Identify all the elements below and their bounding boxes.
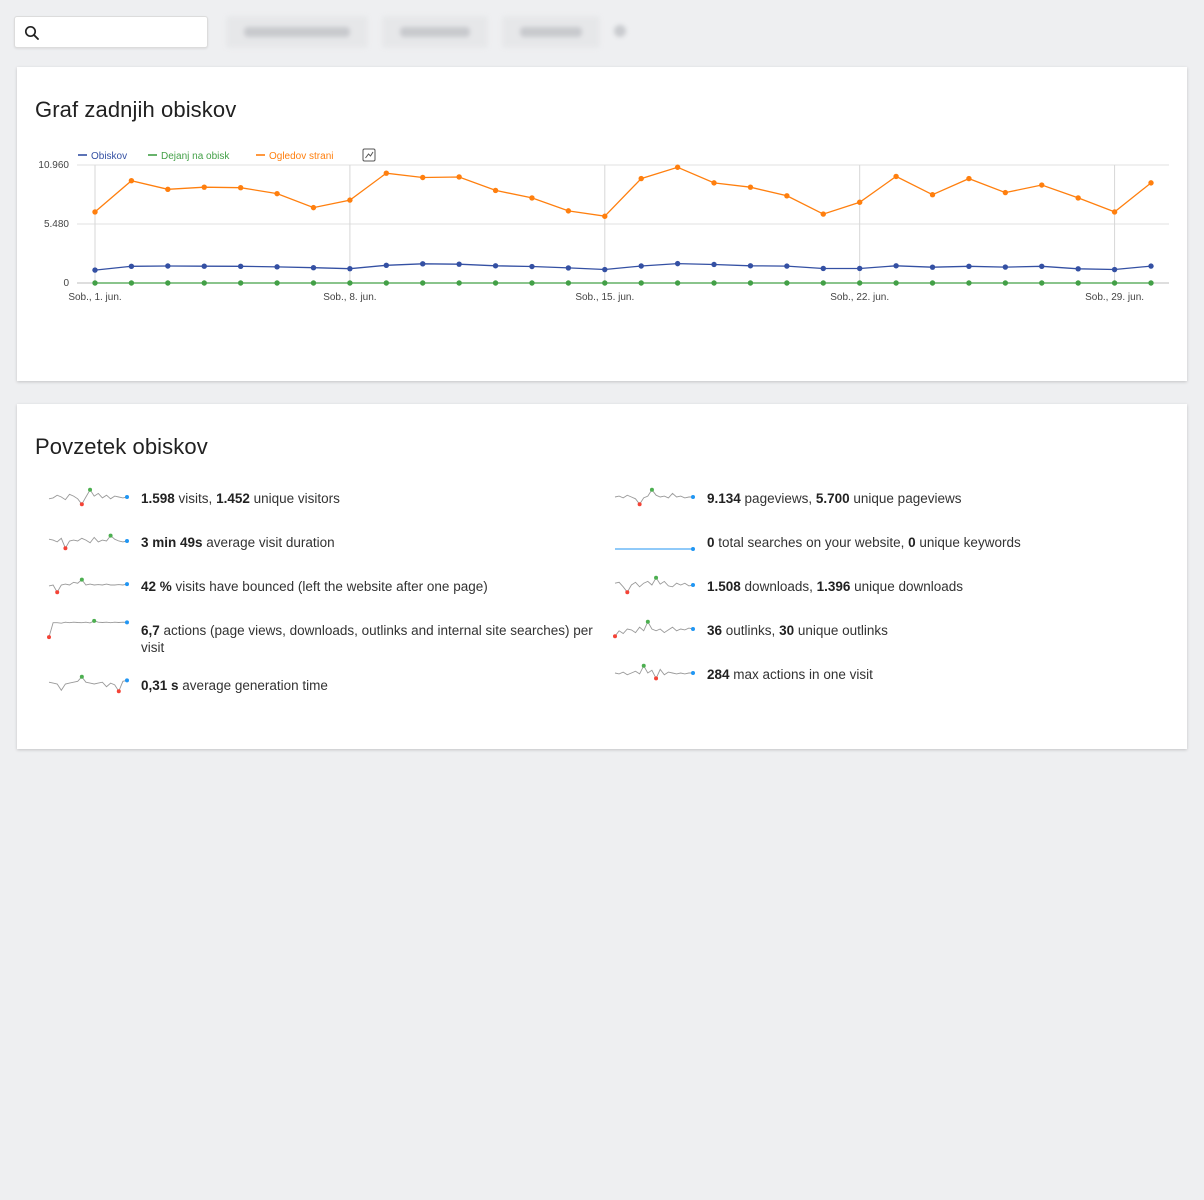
summary-metric-text bbox=[707, 578, 963, 595]
metric-value: 42 % bbox=[141, 579, 172, 594]
chart-options-icon-glyph bbox=[366, 152, 374, 158]
data-point bbox=[748, 263, 753, 268]
data-point bbox=[238, 185, 243, 190]
blurred-date-selector[interactable] bbox=[226, 16, 368, 48]
data-point bbox=[274, 264, 279, 269]
x-tick-label: Sob., 29. jun. bbox=[1085, 292, 1145, 303]
data-point bbox=[857, 200, 862, 205]
sparkline-chart[interactable] bbox=[47, 618, 131, 642]
data-point bbox=[893, 174, 898, 179]
sparkline-last-point bbox=[125, 678, 129, 682]
sparkline-last-point bbox=[125, 495, 129, 499]
summary-metric-row bbox=[613, 574, 1153, 614]
data-point bbox=[493, 280, 498, 285]
data-point bbox=[493, 188, 498, 193]
data-point bbox=[930, 192, 935, 197]
metric-label: visits, bbox=[174, 491, 217, 506]
summary-metric-row bbox=[47, 574, 607, 614]
data-point bbox=[274, 280, 279, 285]
metric-value: 1.598 bbox=[141, 491, 175, 506]
metric-value: 1.396 bbox=[816, 579, 851, 594]
summary-metric-text bbox=[707, 490, 961, 507]
data-point bbox=[602, 280, 607, 285]
data-point bbox=[857, 266, 862, 271]
sparkline-max-point bbox=[80, 675, 84, 679]
data-point bbox=[821, 280, 826, 285]
legend-label: Dejanj na obisk bbox=[161, 151, 230, 162]
data-point bbox=[748, 280, 753, 285]
data-point bbox=[202, 184, 207, 189]
x-tick-label: Sob., 15. jun. bbox=[575, 292, 635, 303]
data-point bbox=[857, 280, 862, 285]
metric-value: 0 bbox=[707, 535, 715, 550]
x-tick-label: Sob., 8. jun. bbox=[323, 292, 377, 303]
sparkline-last-point bbox=[691, 583, 695, 587]
data-point bbox=[165, 263, 170, 268]
summary-metric-text bbox=[141, 578, 488, 595]
blurred-segment-selector[interactable] bbox=[382, 16, 488, 48]
metric-label: unique pageviews bbox=[849, 491, 962, 506]
sparkline-chart[interactable] bbox=[613, 530, 697, 554]
sparkline-chart[interactable] bbox=[613, 574, 697, 598]
blurred-dashboard-selector[interactable] bbox=[502, 16, 600, 48]
sparkline-chart[interactable] bbox=[47, 574, 131, 598]
y-tick-label: 0 bbox=[63, 278, 69, 289]
sparkline-path bbox=[49, 580, 127, 593]
data-point bbox=[456, 280, 461, 285]
metric-value: 9.134 bbox=[707, 491, 741, 506]
data-point bbox=[1039, 182, 1044, 187]
sparkline-min-point bbox=[80, 502, 84, 506]
summary-metric-text bbox=[141, 534, 335, 551]
data-point bbox=[311, 280, 316, 285]
data-point bbox=[821, 211, 826, 216]
data-point bbox=[1003, 190, 1008, 195]
data-point bbox=[893, 263, 898, 268]
summary-metric-row bbox=[613, 530, 1153, 570]
sparkline-path bbox=[615, 578, 693, 592]
sparkline-last-point bbox=[691, 495, 695, 499]
sparkline-max-point bbox=[654, 576, 658, 580]
metric-label: average generation time bbox=[178, 678, 328, 693]
data-point bbox=[1148, 263, 1153, 268]
data-point bbox=[129, 178, 134, 183]
search-icon bbox=[24, 25, 40, 41]
data-point bbox=[711, 280, 716, 285]
sparkline-min-point bbox=[654, 676, 658, 680]
data-point bbox=[1112, 267, 1117, 272]
graph-title: Graf zadnjih obiskov bbox=[35, 97, 237, 122]
sparkline-path bbox=[49, 490, 127, 504]
data-point bbox=[602, 214, 607, 219]
sparkline-chart[interactable] bbox=[613, 662, 697, 686]
data-point bbox=[1112, 280, 1117, 285]
visits-summary-widget bbox=[17, 404, 1187, 749]
data-point bbox=[639, 280, 644, 285]
data-point bbox=[529, 264, 534, 269]
data-point bbox=[92, 209, 97, 214]
sparkline-min-point bbox=[55, 590, 59, 594]
data-point bbox=[1148, 180, 1153, 185]
sparkline-path bbox=[615, 490, 693, 504]
data-point bbox=[274, 191, 279, 196]
data-point bbox=[1075, 266, 1080, 271]
sparkline-min-point bbox=[613, 634, 617, 638]
sparkline-max-point bbox=[109, 534, 113, 538]
sparkline-path bbox=[49, 621, 127, 637]
data-point bbox=[784, 193, 789, 198]
data-point bbox=[311, 265, 316, 270]
data-point bbox=[238, 280, 243, 285]
data-point bbox=[1112, 209, 1117, 214]
data-point bbox=[1075, 280, 1080, 285]
data-point bbox=[238, 264, 243, 269]
data-point bbox=[1075, 195, 1080, 200]
y-tick-label: 5.480 bbox=[43, 219, 69, 230]
data-point bbox=[129, 264, 134, 269]
data-point bbox=[1039, 280, 1044, 285]
sparkline-max-point bbox=[642, 664, 646, 668]
summary-metric-text bbox=[707, 622, 888, 639]
data-point bbox=[1148, 280, 1153, 285]
data-point bbox=[1039, 264, 1044, 269]
data-point bbox=[711, 180, 716, 185]
sparkline-last-point bbox=[691, 627, 695, 631]
data-point bbox=[566, 265, 571, 270]
sparkline-last-point bbox=[125, 539, 129, 543]
data-point bbox=[529, 195, 534, 200]
x-tick-label: Sob., 1. jun. bbox=[68, 292, 122, 303]
sparkline-min-point bbox=[117, 689, 121, 693]
sparkline-chart[interactable] bbox=[47, 673, 131, 697]
data-point bbox=[566, 208, 571, 213]
x-tick-label: Sob., 22. jun. bbox=[830, 292, 890, 303]
summary-metric-row bbox=[613, 662, 1153, 702]
metric-value: 5.700 bbox=[815, 491, 850, 506]
sparkline-max-point bbox=[92, 619, 96, 623]
visits-graph-widget bbox=[17, 67, 1187, 381]
summary-metric-text bbox=[707, 666, 873, 683]
sparkline-chart[interactable] bbox=[613, 618, 697, 642]
summary-metric-text bbox=[141, 622, 607, 656]
data-point bbox=[420, 261, 425, 266]
data-point bbox=[639, 263, 644, 268]
data-point bbox=[384, 263, 389, 268]
data-point bbox=[1003, 280, 1008, 285]
data-point bbox=[784, 263, 789, 268]
sparkline-last-point bbox=[691, 671, 695, 675]
sparkline-path bbox=[615, 622, 693, 636]
data-point bbox=[384, 280, 389, 285]
metric-label: max actions in one visit bbox=[729, 667, 873, 682]
metric-value: 3 min 49s bbox=[141, 535, 203, 550]
data-point bbox=[165, 280, 170, 285]
data-point bbox=[493, 263, 498, 268]
sparkline-max-point bbox=[88, 488, 92, 492]
summary-metric-row bbox=[613, 618, 1153, 658]
data-point bbox=[966, 264, 971, 269]
data-point bbox=[675, 280, 680, 285]
blurred-icon[interactable] bbox=[614, 25, 626, 37]
top-controls-bar bbox=[0, 0, 1204, 56]
metric-value: 1.452 bbox=[216, 491, 250, 506]
y-tick-label: 10.960 bbox=[38, 160, 69, 171]
sparkline-chart[interactable] bbox=[47, 530, 131, 554]
data-point bbox=[347, 280, 352, 285]
sparkline-min-point bbox=[47, 635, 51, 639]
metric-label: total searches on your website, bbox=[714, 535, 909, 550]
sparkline-min-point bbox=[625, 590, 629, 594]
sparkline-min-point bbox=[638, 502, 642, 506]
metric-label: actions (page views, downloads, outlinks and internal site searches) per visit bbox=[141, 623, 593, 655]
metric-value: 1.508 bbox=[707, 579, 741, 594]
summary-metric-row bbox=[47, 618, 607, 658]
data-point bbox=[420, 175, 425, 180]
data-point bbox=[347, 197, 352, 202]
search-box[interactable] bbox=[14, 16, 208, 48]
metric-label: outlinks, bbox=[722, 623, 780, 638]
summary-metric-row bbox=[47, 530, 607, 570]
data-point bbox=[821, 266, 826, 271]
sparkline-last-point bbox=[125, 582, 129, 586]
data-point bbox=[129, 280, 134, 285]
metric-label: unique keywords bbox=[915, 535, 1021, 550]
data-point bbox=[675, 165, 680, 170]
data-point bbox=[566, 280, 571, 285]
sparkline-last-point bbox=[125, 620, 129, 624]
data-point bbox=[748, 184, 753, 189]
metric-label: pageviews, bbox=[740, 491, 816, 506]
legend-label: Ogledov strani bbox=[269, 151, 334, 162]
sparkline-max-point bbox=[80, 578, 84, 582]
summary-metric-row bbox=[47, 486, 607, 526]
metric-value: 0,31 s bbox=[141, 678, 179, 693]
data-point bbox=[311, 205, 316, 210]
metric-label: unique visitors bbox=[249, 491, 340, 506]
series-line-3 bbox=[95, 167, 1151, 216]
data-point bbox=[711, 262, 716, 267]
visits-line-chart bbox=[17, 67, 1187, 381]
data-point bbox=[893, 280, 898, 285]
data-point bbox=[1003, 264, 1008, 269]
metric-label: visits have bounced (left the website after one page) bbox=[171, 579, 488, 594]
sparkline-min-point bbox=[63, 546, 67, 550]
sparkline-last-point bbox=[691, 547, 695, 551]
series-line-1 bbox=[95, 264, 1151, 271]
summary-metric-row bbox=[47, 673, 607, 713]
data-point bbox=[456, 261, 461, 266]
summary-metric-row bbox=[613, 486, 1153, 526]
data-point bbox=[202, 280, 207, 285]
metric-label: average visit duration bbox=[202, 535, 335, 550]
metric-label: unique outlinks bbox=[794, 623, 888, 638]
metric-value: 30 bbox=[779, 623, 795, 638]
data-point bbox=[384, 170, 389, 175]
legend-label: Obiskov bbox=[91, 151, 128, 162]
sparkline-max-point bbox=[650, 488, 654, 492]
sparkline-path bbox=[49, 677, 127, 691]
search-input[interactable] bbox=[49, 23, 199, 43]
data-point bbox=[92, 280, 97, 285]
sparkline-chart[interactable] bbox=[47, 486, 131, 510]
summary-metric-text bbox=[141, 490, 340, 507]
metric-label: unique downloads bbox=[850, 579, 963, 594]
summary-metric-text bbox=[707, 534, 1021, 551]
data-point bbox=[347, 266, 352, 271]
summary-metric-text bbox=[141, 677, 328, 694]
summary-title: Povzetek obiskov bbox=[35, 434, 208, 459]
data-point bbox=[602, 267, 607, 272]
data-point bbox=[202, 264, 207, 269]
data-point bbox=[675, 261, 680, 266]
data-point bbox=[966, 176, 971, 181]
data-point bbox=[529, 280, 534, 285]
data-point bbox=[165, 187, 170, 192]
sparkline-max-point bbox=[646, 620, 650, 624]
data-point bbox=[456, 174, 461, 179]
metric-value: 284 bbox=[707, 667, 730, 682]
data-point bbox=[930, 280, 935, 285]
metric-value: 36 bbox=[707, 623, 723, 638]
sparkline-path bbox=[49, 536, 127, 549]
data-point bbox=[966, 280, 971, 285]
data-point bbox=[639, 176, 644, 181]
metric-value: 0 bbox=[908, 535, 916, 550]
data-point bbox=[420, 280, 425, 285]
data-point bbox=[784, 280, 789, 285]
data-point bbox=[930, 264, 935, 269]
sparkline-path bbox=[615, 666, 693, 679]
metric-value: 6,7 bbox=[141, 623, 160, 638]
metric-label: downloads, bbox=[740, 579, 817, 594]
data-point bbox=[92, 267, 97, 272]
sparkline-chart[interactable] bbox=[613, 486, 697, 510]
